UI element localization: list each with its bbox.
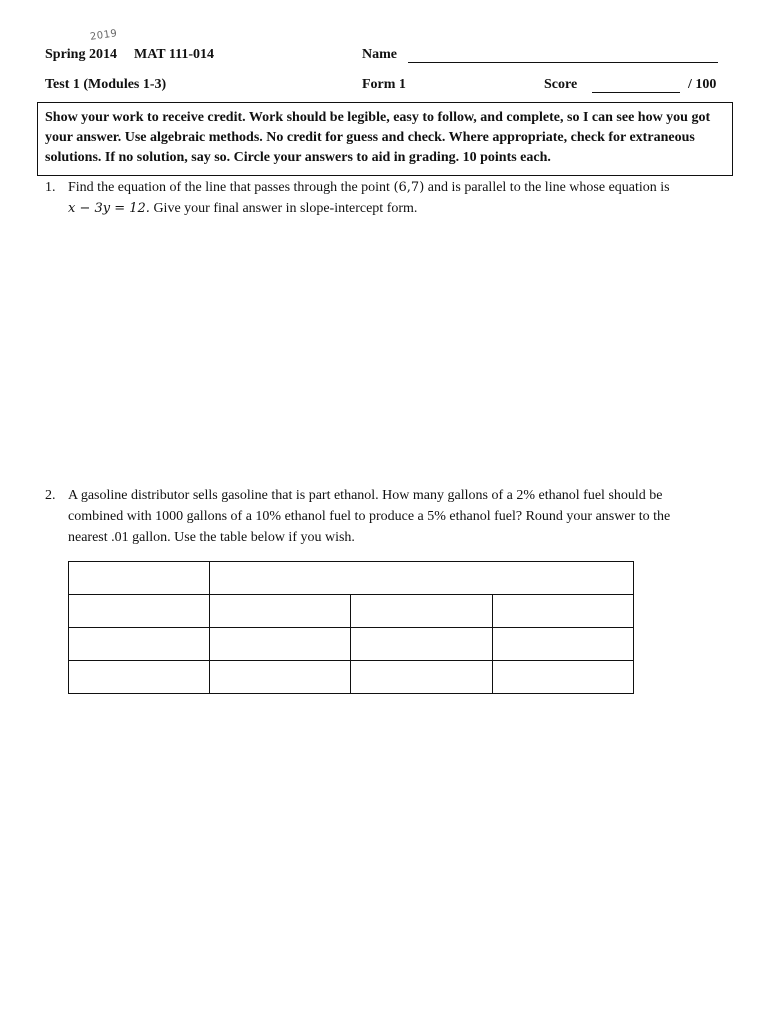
table-cell[interactable]: [492, 628, 633, 661]
question-2: [45, 485, 735, 551]
handwritten-year: 2019: [89, 28, 119, 43]
score-total: / 100: [688, 77, 717, 92]
mixture-table: [68, 561, 634, 694]
question-text: nearest .01 gallon. Use the table below if you wish.: [68, 530, 355, 545]
course-label: MAT 111-014: [134, 47, 214, 62]
score-line[interactable]: [592, 92, 680, 93]
table-cell[interactable]: [351, 628, 492, 661]
table-cell[interactable]: [210, 562, 634, 595]
table-cell[interactable]: [351, 595, 492, 628]
score-label: Score: [544, 77, 578, 92]
question-1: [45, 177, 735, 221]
instructions-box: Show your work to receive credit. Work should be legible, easy to follow, and complete, so I can see how you got your answer. Use algebraic methods. No credit for guess and check. Where appropriate, check for extraneous solutions. If no solution, say so. Circle your answers to aid in grading. 10 points each.: [37, 102, 733, 176]
question-text: combined with 1000 gallons of a 10% ethanol fuel to produce a 5% ethanol fuel? Round your answer to the: [68, 509, 671, 524]
table-cell[interactable]: [492, 661, 633, 694]
table-cell[interactable]: [210, 661, 351, 694]
table-cell[interactable]: [351, 661, 492, 694]
point-value: (6,7): [393, 180, 425, 195]
table-cell[interactable]: [492, 595, 633, 628]
question-text: A gasoline distributor sells gasoline that is part ethanol. How many gallons of a 2% ethanol fuel should be: [68, 488, 663, 503]
table-cell[interactable]: [69, 628, 210, 661]
question-text: Give your final answer in slope-intercept form.: [153, 201, 418, 216]
test-title: Test 1 (Modules 1-3): [45, 77, 167, 92]
question-text: Find the equation of the line that passes through the point: [68, 180, 390, 195]
table-cell[interactable]: [69, 562, 210, 595]
name-line[interactable]: [408, 62, 718, 63]
table-cell[interactable]: [210, 628, 351, 661]
table-row: [69, 562, 634, 595]
table-row: [69, 595, 634, 628]
question-number: 1.: [45, 180, 56, 195]
table-cell[interactable]: [69, 595, 210, 628]
question-text: and is parallel to the line whose equation is: [427, 180, 670, 195]
table-cell[interactable]: [210, 595, 351, 628]
table-row: [69, 661, 634, 694]
table-cell[interactable]: [69, 661, 210, 694]
form-label: Form 1: [362, 77, 406, 92]
question-number: 2.: [45, 488, 56, 503]
equation: x − 3y = 12.: [68, 201, 150, 216]
table-row: [69, 628, 634, 661]
name-label: Name: [362, 47, 397, 62]
term-label: Spring 2014: [45, 47, 117, 62]
